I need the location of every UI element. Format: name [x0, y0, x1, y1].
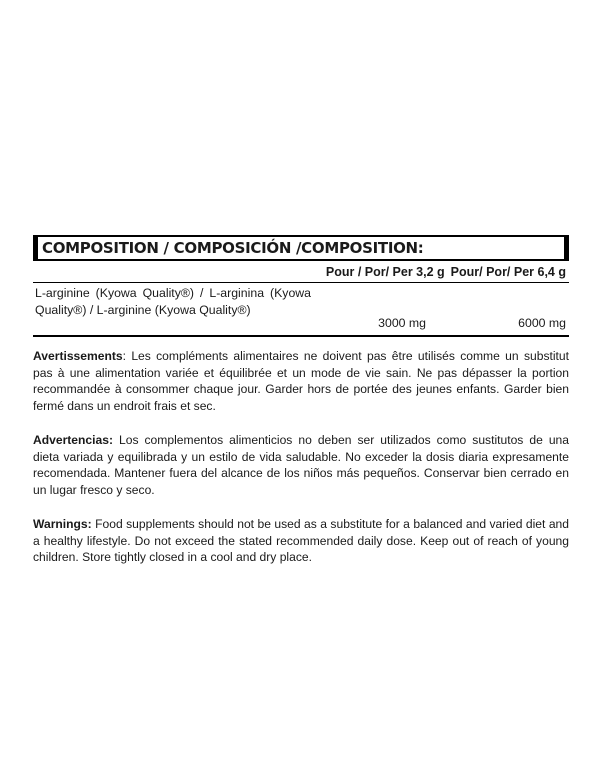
ingredient-amount-3-2g: 3000 mg: [378, 316, 426, 330]
warning-french-title: Avertissements: [33, 349, 123, 363]
warning-french: [33, 348, 569, 414]
warning-spanish-text: Los complementos alimenticios no deben ser utilizados como sustitutos de una dieta variada y equilibrada y un estilo de vida saludable. No exceder la dosis diaria expresamente recomendada. Mantener fuera del alcance de los niños más pequeños. Conservar bien cerrado en un lugar fresco y seco.: [33, 433, 569, 497]
warning-spanish-title: Advertencias:: [33, 433, 113, 447]
ingredient-row: [33, 283, 569, 337]
warning-spanish: [33, 432, 569, 498]
ingredient-name: L-arginine (Kyowa Quality®) / L-arginina (Kyowa Quality®) / L-arginine (Kyowa Quality®): [35, 286, 311, 317]
warning-french-text: : Les compléments alimentaires ne doivent pas être utilisés comme un substitut pas à une alimentation variée et équilibrée et un mode de vie sain. Ne pas dépasser la portion recommandée à consommer chaque jour. Garder hors de portée des jeunes enfants. Garder bien fermé dans un endroit frais et sec.: [33, 349, 569, 413]
dose-header-row: [33, 261, 569, 283]
ingredient-amount-6-4g: 6000 mg: [518, 316, 566, 330]
label-sheet: [33, 235, 569, 566]
warning-english: [33, 516, 569, 566]
warning-english-text: Food supplements should not be used as a substitute for a balanced and varied diet and a healthy lifestyle. Do not exceed the stated recommended daily dose. Keep out of reach of young children. Store tightly closed in a cool and dry place.: [33, 517, 569, 564]
dose-header-3-2g: Pour / Por/ Per 3,2 g: [325, 265, 445, 279]
composition-header: COMPOSITION / COMPOSICIÓN /COMPOSITION:: [33, 235, 569, 261]
warning-english-title: Warnings:: [33, 517, 92, 531]
dose-header-6-4g: Pour/ Por/ Per 6,4 g: [450, 265, 566, 279]
